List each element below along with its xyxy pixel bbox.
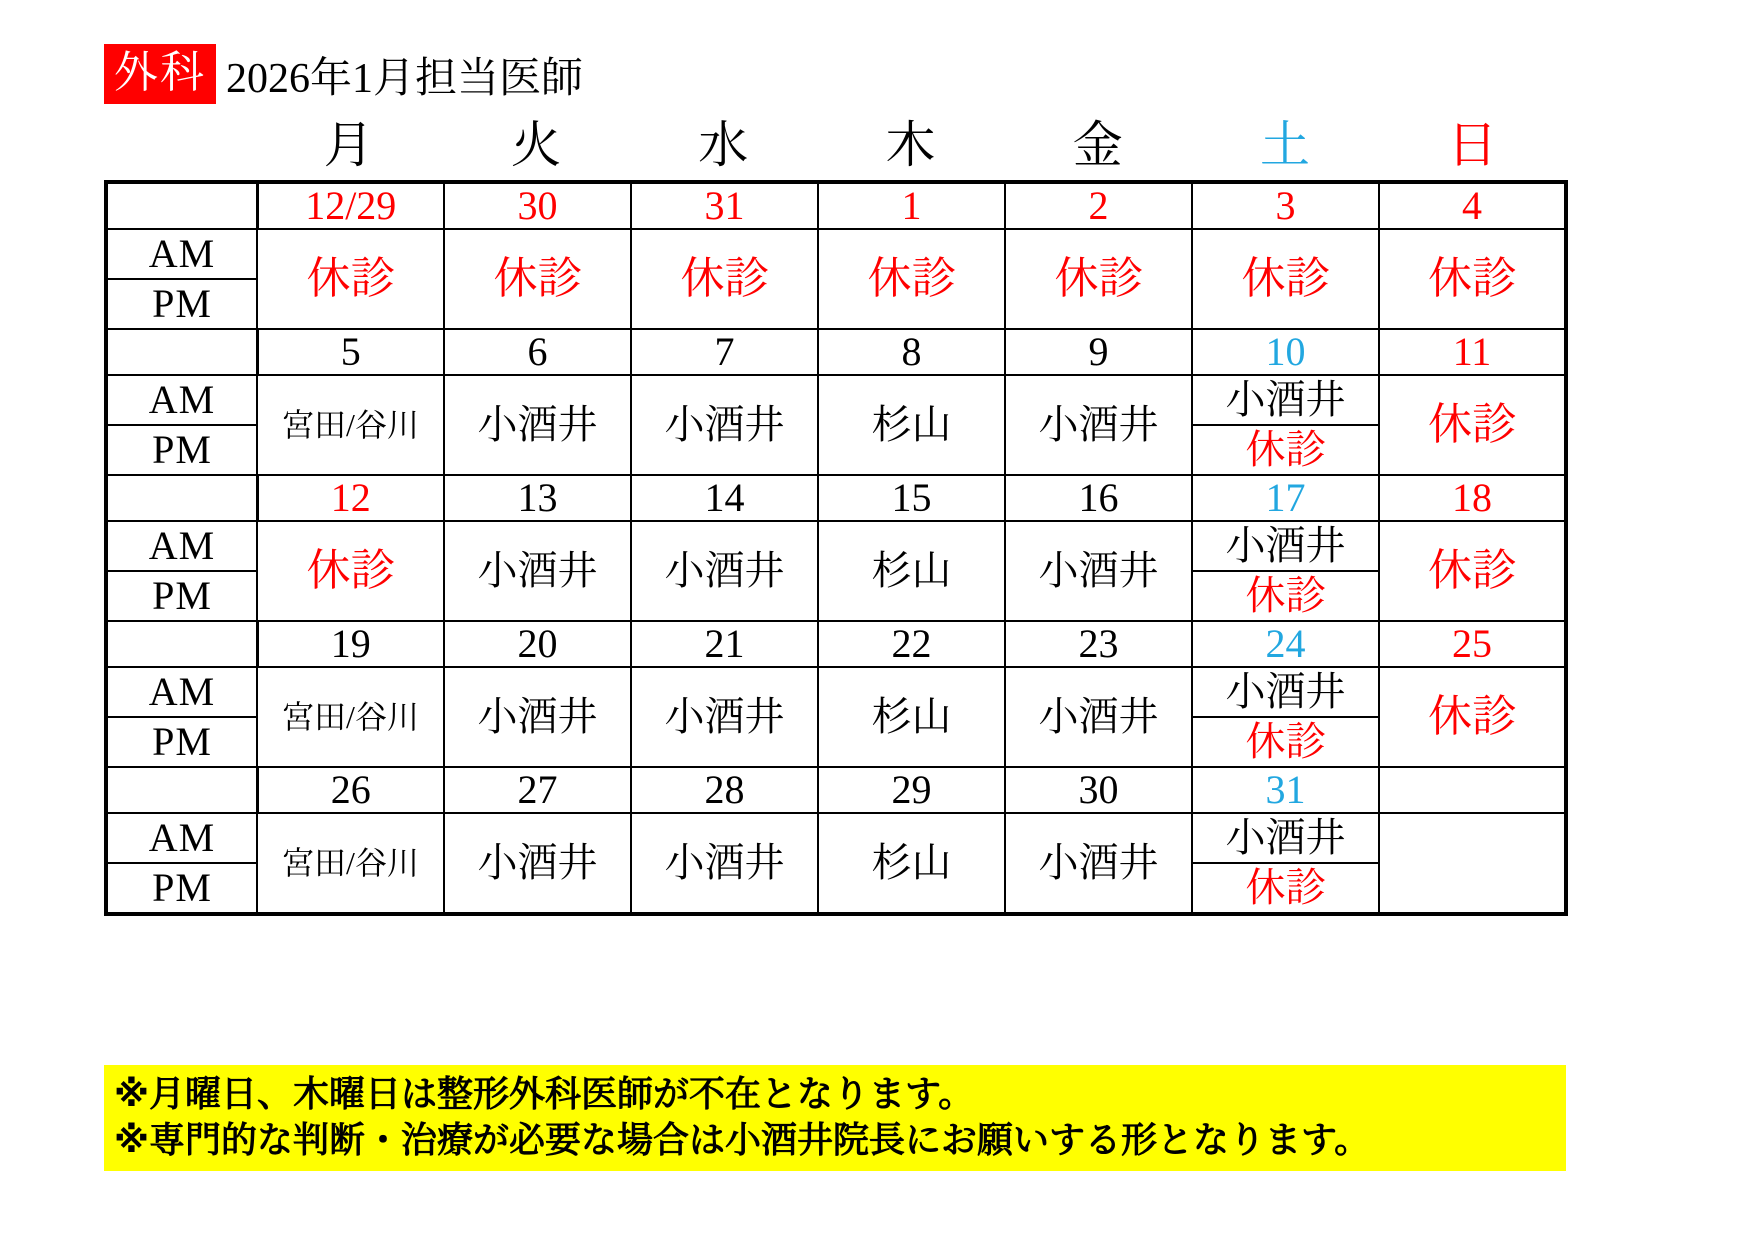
schedule-cell-text: 小酒井 (664, 840, 785, 885)
date-row-label-blank (106, 621, 257, 667)
schedule-cell (1379, 375, 1566, 475)
date-cell: 12/29 (257, 182, 444, 229)
schedule-cell (631, 813, 818, 914)
schedule-cell (257, 813, 444, 914)
date-row-label-blank (106, 182, 257, 229)
schedule-cell (444, 667, 631, 767)
schedule-cell-text: 休診 (1054, 254, 1143, 303)
weekday-sat: 土 (1260, 117, 1311, 173)
am-label: AM (106, 667, 257, 717)
schedule-cell-text: 休診 (1428, 692, 1516, 741)
schedule-cell-text: 休診 (1428, 400, 1516, 449)
schedule-cell (818, 375, 1005, 475)
date-cell: 21 (631, 621, 818, 667)
page-title: 2026年1月担当医師 (226, 56, 584, 102)
schedule-cell-am: 小酒井 (1193, 523, 1378, 572)
am-label: AM (106, 521, 257, 571)
date-cell: 29 (818, 767, 1005, 813)
weekday-sun: 日 (1447, 117, 1498, 173)
schedule-cell (1192, 667, 1379, 767)
schedule-cell-text: 杉山 (871, 402, 952, 447)
date-cell: 31 (1192, 767, 1379, 813)
schedule-cell (1379, 813, 1566, 914)
weekday-wed: 水 (698, 117, 749, 173)
schedule-cell (1192, 375, 1379, 475)
page-header (104, 44, 583, 104)
schedule-cell-text: 宮田/谷川 (282, 407, 419, 443)
am-row (106, 375, 1566, 425)
date-cell: 13 (444, 475, 631, 521)
schedule-table (104, 180, 1568, 916)
date-cell: 8 (818, 329, 1005, 375)
weekday-mon: 月 (323, 117, 374, 173)
schedule-cell (1005, 667, 1192, 767)
schedule-cell (444, 813, 631, 914)
date-cell: 3 (1192, 182, 1379, 229)
date-cell: 2 (1005, 182, 1192, 229)
pm-label: PM (106, 571, 257, 621)
schedule-cell (818, 667, 1005, 767)
date-cell: 22 (818, 621, 1005, 667)
date-cell: 12 (257, 475, 444, 521)
schedule-cell (1005, 229, 1192, 329)
date-row-label-blank (106, 329, 257, 375)
note-line-1: ※月曜日、木曜日は整形外科医師が不在となります。 (114, 1073, 975, 1114)
date-row (106, 475, 1566, 521)
schedule-cell-text: 休診 (680, 254, 769, 303)
date-cell: 25 (1379, 621, 1566, 667)
schedule-cell-text: 小酒井 (477, 548, 598, 593)
schedule-cell-text: 小酒井 (1038, 694, 1159, 739)
schedule-cell (444, 375, 631, 475)
pm-label: PM (106, 279, 257, 329)
am-row (106, 813, 1566, 863)
schedule-cell (631, 667, 818, 767)
schedule-cell (1005, 521, 1192, 621)
date-cell: 7 (631, 329, 818, 375)
date-row (106, 329, 1566, 375)
schedule-cell (1192, 521, 1379, 621)
schedule-cell-text: 宮田/谷川 (282, 699, 419, 735)
date-cell: 19 (257, 621, 444, 667)
date-cell (1379, 767, 1566, 813)
schedule-cell-text: 休診 (1428, 546, 1516, 595)
schedule-cell-am: 小酒井 (1193, 815, 1378, 864)
date-cell: 4 (1379, 182, 1566, 229)
schedule-cell (1005, 813, 1192, 914)
date-row (106, 621, 1566, 667)
date-cell: 5 (257, 329, 444, 375)
date-cell: 18 (1379, 475, 1566, 521)
schedule-cell-am: 小酒井 (1193, 669, 1378, 718)
weekday-tue: 火 (510, 117, 561, 173)
schedule-cell-text: 小酒井 (664, 402, 785, 447)
schedule-cell (1192, 813, 1379, 914)
date-cell: 14 (631, 475, 818, 521)
schedule-cell (631, 521, 818, 621)
schedule-cell (257, 229, 444, 329)
date-cell: 30 (444, 182, 631, 229)
schedule-cell-text: 小酒井 (664, 694, 785, 739)
schedule-cell-pm: 休診 (1245, 427, 1326, 472)
schedule-cell (444, 521, 631, 621)
schedule-cell-text: 小酒井 (477, 840, 598, 885)
schedule-cell (257, 667, 444, 767)
schedule-cell (1379, 229, 1566, 329)
schedule-cell-text: 小酒井 (477, 402, 598, 447)
schedule-cell-am: 小酒井 (1193, 377, 1378, 426)
schedule-cell-text: 小酒井 (477, 694, 598, 739)
schedule-cell (257, 375, 444, 475)
am-label: AM (106, 813, 257, 863)
date-row-label-blank (106, 475, 257, 521)
date-cell: 9 (1005, 329, 1192, 375)
date-cell: 6 (444, 329, 631, 375)
schedule-cell-text: 休診 (867, 254, 956, 303)
schedule-cell (257, 521, 444, 621)
date-cell: 23 (1005, 621, 1192, 667)
am-row (106, 229, 1566, 279)
schedule-cell-pm: 休診 (1245, 865, 1326, 910)
schedule-cell-text: 休診 (1428, 254, 1516, 303)
weekday-thu: 木 (885, 117, 936, 173)
date-cell: 26 (257, 767, 444, 813)
schedule-cell-text: 小酒井 (1038, 840, 1159, 885)
date-cell: 15 (818, 475, 1005, 521)
schedule-cell (818, 813, 1005, 914)
pm-label: PM (106, 425, 257, 475)
date-cell: 27 (444, 767, 631, 813)
schedule-cell-text: 杉山 (871, 840, 952, 885)
department-badge: 外科 (104, 44, 216, 104)
am-row (106, 521, 1566, 571)
date-cell: 30 (1005, 767, 1192, 813)
schedule-cell (1379, 667, 1566, 767)
schedule-cell-text: 休診 (1241, 254, 1330, 303)
date-row (106, 767, 1566, 813)
schedule-cell-text: 宮田/谷川 (282, 845, 419, 881)
schedule-cell-text: 小酒井 (1038, 402, 1159, 447)
date-cell: 24 (1192, 621, 1379, 667)
schedule-cell (1192, 229, 1379, 329)
schedule-cell (818, 229, 1005, 329)
am-row (106, 667, 1566, 717)
weekday-fri: 金 (1072, 117, 1123, 173)
schedule-cell-pm: 休診 (1245, 719, 1326, 764)
schedule-cell-text: 休診 (306, 254, 395, 303)
date-cell: 16 (1005, 475, 1192, 521)
schedule-cell (631, 229, 818, 329)
footer-notes (104, 1065, 1566, 1171)
date-cell: 20 (444, 621, 631, 667)
pm-label: PM (106, 863, 257, 914)
schedule-cell (1379, 521, 1566, 621)
am-label: AM (106, 375, 257, 425)
date-cell: 28 (631, 767, 818, 813)
schedule-cell (1005, 375, 1192, 475)
date-cell: 17 (1192, 475, 1379, 521)
schedule-cell-text: 小酒井 (664, 548, 785, 593)
schedule-cell (444, 229, 631, 329)
schedule-cell-text: 休診 (306, 546, 395, 595)
date-cell: 10 (1192, 329, 1379, 375)
schedule-cell-text: 杉山 (871, 548, 952, 593)
date-cell: 1 (818, 182, 1005, 229)
schedule-cell (631, 375, 818, 475)
schedule-cell-text: 休診 (493, 254, 582, 303)
am-label: AM (106, 229, 257, 279)
schedule-cell-pm: 休診 (1245, 573, 1326, 618)
date-row (106, 182, 1566, 229)
schedule-cell-text: 小酒井 (1038, 548, 1159, 593)
note-line-2: ※専門的な判断・治療が必要な場合は小酒井院長にお願いする形となります。 (114, 1119, 1371, 1161)
date-row-label-blank (106, 767, 257, 813)
schedule-cell-text: 杉山 (871, 694, 952, 739)
weekday-header-spacer (104, 118, 255, 173)
date-cell: 11 (1379, 329, 1566, 375)
weekday-header-row (104, 118, 1566, 173)
date-cell: 31 (631, 182, 818, 229)
pm-label: PM (106, 717, 257, 767)
schedule-cell (818, 521, 1005, 621)
